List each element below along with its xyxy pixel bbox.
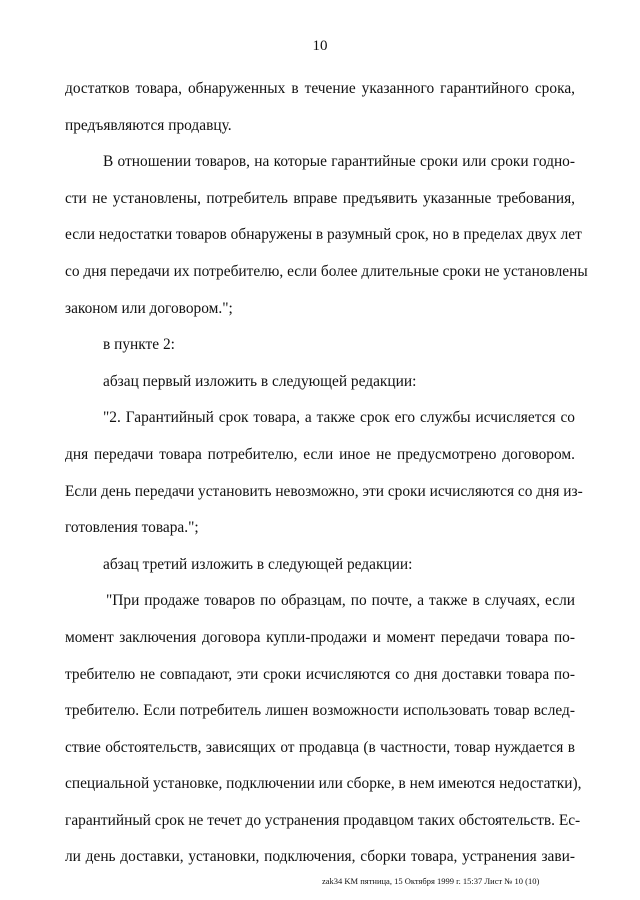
text-line: абзац первый изложить в следующей редакции: (103, 372, 417, 390)
text-line: дня передачи товара потребителю, если иное не предусмотрено договором. (65, 445, 575, 463)
text-line: готовления товара."; (65, 519, 199, 537)
page-number: 10 (312, 38, 328, 54)
text-line: гарантийный срок не течет до устранения продавцом таких обстоятельств. Ес- (65, 811, 581, 829)
text-line: "При продаже товаров по образцам, по почте, а также в случаях, если (106, 592, 575, 610)
text-line: законом или договором."; (65, 299, 233, 317)
text-line: достатков товара, обнаруженных в течение указанного гарантийного срока, (65, 80, 575, 97)
text-line: если недостатки товаров обнаружены в разумный срок, но в пределах двух лет (65, 226, 582, 244)
text-line: ствие обстоятельств, зависящих от продавца (в частности, товар нуждается в (65, 738, 575, 756)
text-line: в пункте 2: (103, 336, 175, 354)
text-line: В отношении товаров, на которые гарантийные сроки или сроки годно- (103, 153, 575, 171)
text-line: абзац третий изложить в следующей редакции: (103, 555, 413, 573)
text-line: требителю. Если потребитель лишен возможности использовать товар вслед- (65, 702, 575, 720)
page-footer: zak34 KM пятница, 15 Октября 1999 г. 15:37 Лист № 10 (10) (322, 876, 540, 886)
text-line: Если день передачи установить невозможно, эти сроки исчисляются со дня из- (65, 482, 583, 500)
text-line: момент заключения договора купли-продажи и момент передачи товара по- (65, 628, 575, 646)
text-line: предъявляются продавцу. (65, 116, 232, 134)
text-line: ли день доставки, установки, подключения, сборки товара, устранения зави- (65, 848, 575, 866)
text-line: требителю не совпадают, эти сроки исчисляются со дня доставки товара по- (65, 665, 575, 683)
text-line: "2. Гарантийный срок товара, а также срок его службы исчисляется со (103, 409, 575, 427)
text-line: со дня передачи их потребителю, если более длительные сроки не установлены (65, 262, 588, 280)
text-line: сти не установлены, потребитель вправе предъявить указанные требования, (65, 189, 575, 207)
text-line: специальной установке, подключении или сборке, в нем имеются недостатки), (65, 775, 582, 793)
body-text (65, 76, 588, 881)
